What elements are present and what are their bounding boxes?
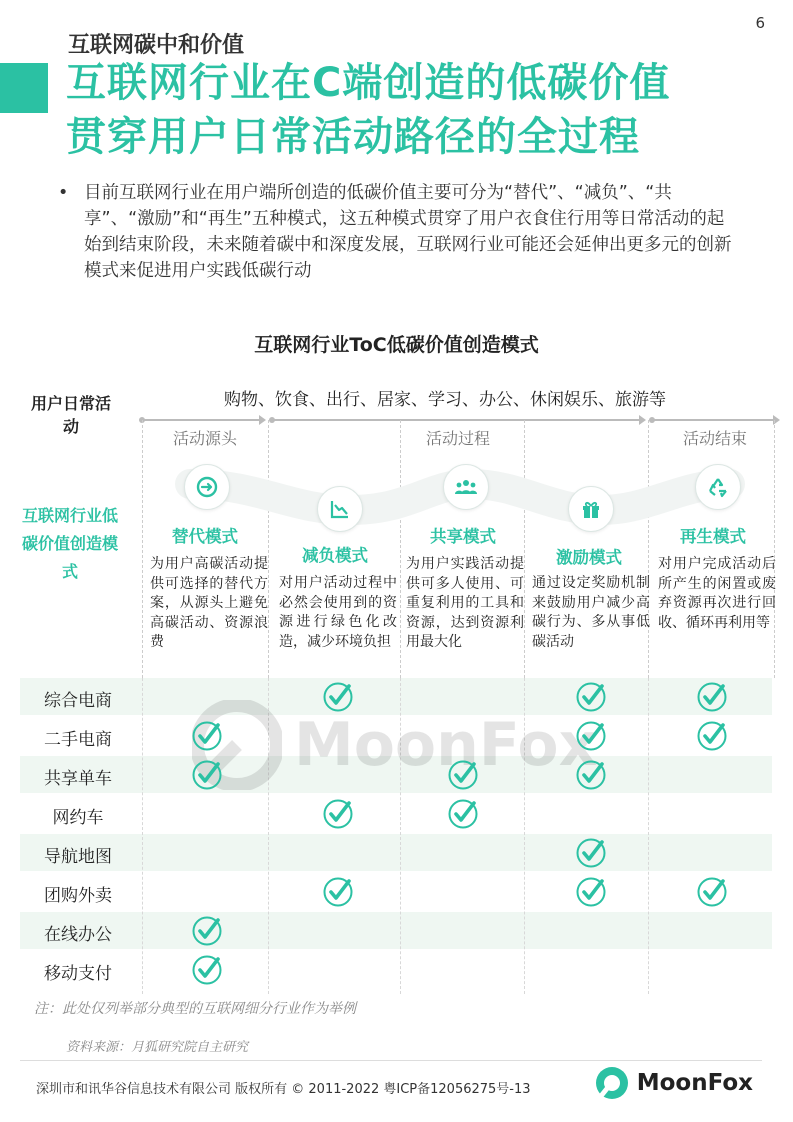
check-icon: [575, 720, 607, 752]
footer-copyright: 深圳市和讯华谷信息技术有限公司 版权所有 © 2011-2022 粤ICP备12056275号-13: [36, 1082, 531, 1097]
phase-end: 活动结束: [682, 429, 747, 448]
gift-icon: [568, 486, 614, 532]
row-label: 共享单车: [44, 769, 112, 789]
row-label: 综合电商: [44, 691, 112, 711]
people-group-icon: [443, 464, 489, 510]
mode-title-share: 共享模式: [430, 527, 496, 546]
check-icon: [322, 798, 354, 830]
divider: [400, 420, 401, 678]
row-label: 导航地图: [44, 847, 112, 867]
check-icon: [447, 759, 479, 791]
check-icon: [191, 915, 223, 947]
row-label: 在线办公: [44, 925, 112, 945]
table-note: 注：此处仅列举部分典型的互联网细分行业作为举例: [34, 1001, 356, 1017]
arrow-right-circle-icon: [184, 464, 230, 510]
mode-title-reduce: 减负模式: [302, 546, 368, 565]
data-source: 资料来源：月狐研究院自主研究: [66, 1040, 249, 1055]
check-icon: [575, 837, 607, 869]
page-title: [66, 56, 670, 164]
moonfox-logo-icon: [595, 1066, 629, 1100]
check-icon: [575, 759, 607, 791]
mode-title-regenerate: 再生模式: [680, 527, 746, 546]
row-label: 网约车: [52, 808, 104, 828]
footer-divider: [20, 1060, 762, 1061]
divider: [774, 420, 775, 678]
industry-mode-label: 互联网行业低碳价值创造模式: [21, 506, 118, 581]
bullet-dot: •: [58, 183, 69, 203]
moonfox-watermark: [192, 700, 597, 790]
check-icon: [191, 954, 223, 986]
divider: [142, 420, 143, 678]
check-icon: [322, 876, 354, 908]
phase-arrow-1: [142, 419, 260, 421]
mode-desc-share: 为用户实践活动提供可多人使用、可重复利用的工具和资源，达到资源利用最大化: [406, 556, 524, 650]
logo-text: MoonFox: [636, 1070, 753, 1096]
check-icon: [696, 681, 728, 713]
mode-title-incentive: 激励模式: [556, 548, 622, 567]
moonfox-logo: [595, 1066, 753, 1100]
title-line-1: 互联网行业在C端创造的低碳价值: [66, 60, 671, 106]
row-label: 团购外卖: [44, 886, 112, 906]
check-icon: [447, 798, 479, 830]
check-icon: [191, 720, 223, 752]
mode-title-substitute: 替代模式: [172, 527, 238, 546]
check-icon: [322, 681, 354, 713]
title-line-2: 贯穿用户日常活动路径的全过程: [66, 114, 640, 160]
phase-arrow-2: [272, 419, 640, 421]
chart-down-icon: [317, 486, 363, 532]
divider: [648, 678, 649, 994]
chart-title: 互联网行业ToC低碳价值创造模式: [254, 334, 539, 356]
phase-arrow-3: [652, 419, 774, 421]
check-icon: [696, 876, 728, 908]
phase-process: 活动过程: [425, 429, 490, 448]
bullet-text: 目前互联网行业在用户端所创造的低碳价值主要可分为“替代”、“减负”、“共享”、“激励”和“再生”五种模式，这五种模式贯穿了用户衣食住行用等日常活动的起始到结束阶段，未来随着碳中和深度发展，互联网行业可能还会延伸出更多元的创新模式来促进用户实践低碳行动: [84, 183, 732, 281]
bullet-paragraph: [58, 180, 738, 284]
watermark-text: MoonFox: [294, 710, 598, 780]
divider: [142, 678, 143, 994]
row-label: 移动支付: [44, 964, 112, 984]
phase-source: 活动源头: [172, 429, 237, 448]
divider: [268, 420, 269, 678]
page-number: 6: [755, 14, 765, 32]
section-label: 互联网碳中和价值: [68, 33, 245, 58]
check-icon: [575, 681, 607, 713]
mode-desc-substitute: 为用户高碳活动提供可选择的替代方案，从源头上避免高碳活动、资源浪费: [150, 556, 268, 650]
mode-desc-reduce: 对用户活动过程中必然会使用到的资源进行绿色化改造，减少环境负担: [279, 575, 397, 650]
check-icon: [575, 876, 607, 908]
recycle-icon: [695, 464, 741, 510]
check-icon: [191, 759, 223, 791]
mode-desc-regenerate: 对用户完成活动后所产生的闲置或废弃资源再次进行回收、循环再利用等: [658, 556, 776, 631]
activities-list: 购物、饮食、出行、居家、学习、办公、休闲娱乐、旅游等: [224, 390, 666, 410]
row-label: 二手电商: [44, 730, 112, 750]
accent-bar: [0, 63, 48, 113]
user-activity-label: 用户日常活动: [30, 394, 111, 436]
check-icon: [696, 720, 728, 752]
divider: [524, 420, 525, 678]
mode-desc-incentive: 通过设定奖励机制来鼓励用户减少高碳行为、多从事低碳活动: [532, 575, 650, 650]
